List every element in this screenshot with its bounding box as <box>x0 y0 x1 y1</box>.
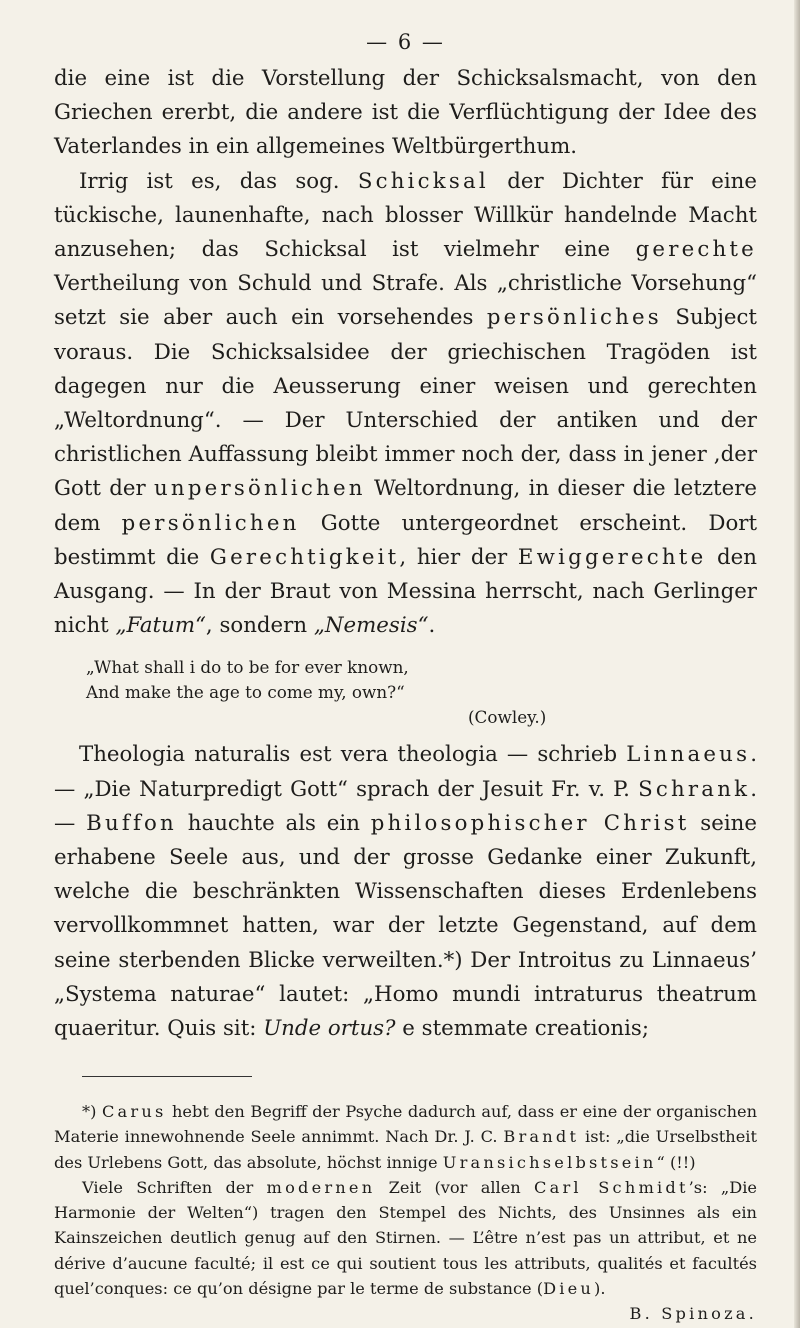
cowley-quote <box>86 655 757 730</box>
text-run: seine erhabene Seele aus, und der grosse Gedanke einer Zukunft, welche die beschränkten Wissenschaften dieses Erdenlebens vervollkommnet hatten, war der letzte Gegenstand, auf dem seine sterbenden Blicke verweilten.*) Der Introitus zu Linnaeus’ „Systema naturae“ lautet: „Homo mundi intraturus theatrum quaeritur. Quis sit: <box>54 810 757 1042</box>
spaced-term: Gerechtigkeit <box>209 544 400 570</box>
spaced-term: modernen <box>266 1177 376 1197</box>
text-run: Viele Schriften der <box>82 1177 267 1197</box>
spaced-term: Uransichselbstsein <box>442 1152 657 1172</box>
book-page <box>54 30 757 1326</box>
italic-term: Unde ortus? <box>263 1016 396 1042</box>
text-run: . — „Die Naturpredigt Gott“ sprach der Jesuit Fr. v. P. <box>54 742 757 802</box>
main-text <box>54 62 757 1046</box>
text-run: e stemmate creationis; <box>395 1016 650 1042</box>
spaced-term: Schrank <box>638 776 751 802</box>
italic-term: „Nemesis“ <box>313 613 429 639</box>
spaced-term: Ewiggerechte <box>517 544 707 570</box>
spaced-term: philosophischer Christ <box>370 810 690 836</box>
text-run: Vertheilung von Schuld und Strafe. Als „christliche Vorsehung“ setzt sie aber auch ein vorsehendes <box>54 271 757 331</box>
paragraph-fatherland <box>54 62 757 165</box>
spaced-term: persönliches <box>486 305 662 331</box>
spaced-term: unpersönlichen <box>153 476 366 502</box>
page-edge-shadow <box>794 0 800 1328</box>
text-run: , hier der <box>399 544 518 570</box>
text-run: Gotte untergeordnet erscheint. Dort bestimmt die <box>54 510 758 570</box>
text-run: ’s: „Die Harmonie der Welten“) tragen den Stempel des Nichts, des Unsinnes als ein Kainszeichen deutlich genug auf den Stirnen. — L’être n’est pas un attribut, et ne dérive d’aucune faculté; il est ce qui soutient tous les attributs, qualités et facultés quel’conques: ce qu’on désigne par le terme de substance ( <box>54 1177 757 1298</box>
text-run: der Dichter für eine tückische, launenhafte, nach blosser Willkür handelnde Macht anzusehen; das Schicksal ist vielmehr eine <box>54 168 757 263</box>
paragraph-schicksal <box>54 165 757 644</box>
spaced-term: gerechte <box>635 237 757 263</box>
footnote-carus <box>54 1099 757 1175</box>
text-run: ). <box>594 1278 606 1298</box>
text-run: die eine ist die Vorstellung der Schicksalsmacht, von den Griechen ererbt, die andere ist die Verflüchtigung der Idee des Vaterlandes in ein allgemeines Weltbürgerthum. <box>54 66 757 160</box>
quote-line: And make the age to come my, own?“ <box>86 682 405 703</box>
text-run: . <box>428 613 436 639</box>
text-run: hauchte als ein <box>176 810 371 836</box>
paragraph-theologia <box>54 738 757 1046</box>
text-run: Subject voraus. Die Schicksalsidee der griechischen Tragöden ist dagegen nur die Aeusserung einer weisen und gerechten „Weltordnung“. — Der Unterschied der antiken und der christlichen Auffassung bleibt immer noch der, dass in jener ,der Gott der <box>54 305 757 502</box>
spaced-term: Dieu <box>543 1278 595 1298</box>
text-run: Theologia naturalis est vera theologia — schrieb <box>79 742 627 768</box>
text-run: den Ausgang. — In der Braut von Messina herrscht, nach Gerlinger nicht <box>54 544 757 639</box>
footnote <box>54 1099 757 1323</box>
spaced-term: Carus <box>101 1102 167 1122</box>
text-run: Irrig ist es, das sog. <box>79 168 358 194</box>
spaced-term: Schicksal <box>357 168 489 194</box>
text-run: Weltordnung, in dieser die letztere dem <box>54 476 757 536</box>
text-run: hebt den Begriff der Psyche dadurch auf, dass er eine der organischen Materie innewohnende Seele annimmt. Nach Dr. J. C. <box>54 1102 757 1147</box>
text-run: . — <box>54 776 757 836</box>
footnote-divider <box>82 1076 252 1077</box>
spaced-term: Brandt <box>503 1127 580 1147</box>
text-run: ist: „die Urselbstheit des Urlebens Gott, das absolute, höchst innige <box>54 1127 757 1172</box>
text-run: Zeit (vor allen <box>375 1177 535 1197</box>
spaced-term: Carl Schmidt <box>534 1177 689 1197</box>
spinoza-signature: B. Spinoza. <box>629 1303 757 1323</box>
spaced-term: persönlichen <box>121 510 300 536</box>
footnote-spinoza <box>54 1175 757 1323</box>
text-run: “ (!!) <box>656 1152 696 1172</box>
italic-term: „Fatum“ <box>115 613 206 639</box>
quote-attribution: (Cowley.) <box>468 707 547 728</box>
page-number: — 6 — <box>366 30 445 54</box>
spaced-term: Linnaeus <box>626 742 751 768</box>
spaced-term: Buffon <box>86 810 177 836</box>
quote-line: „What shall i do to be for ever known, <box>86 657 409 678</box>
footnote-marker: *) <box>82 1102 102 1122</box>
text-run: , sondern <box>205 613 314 639</box>
